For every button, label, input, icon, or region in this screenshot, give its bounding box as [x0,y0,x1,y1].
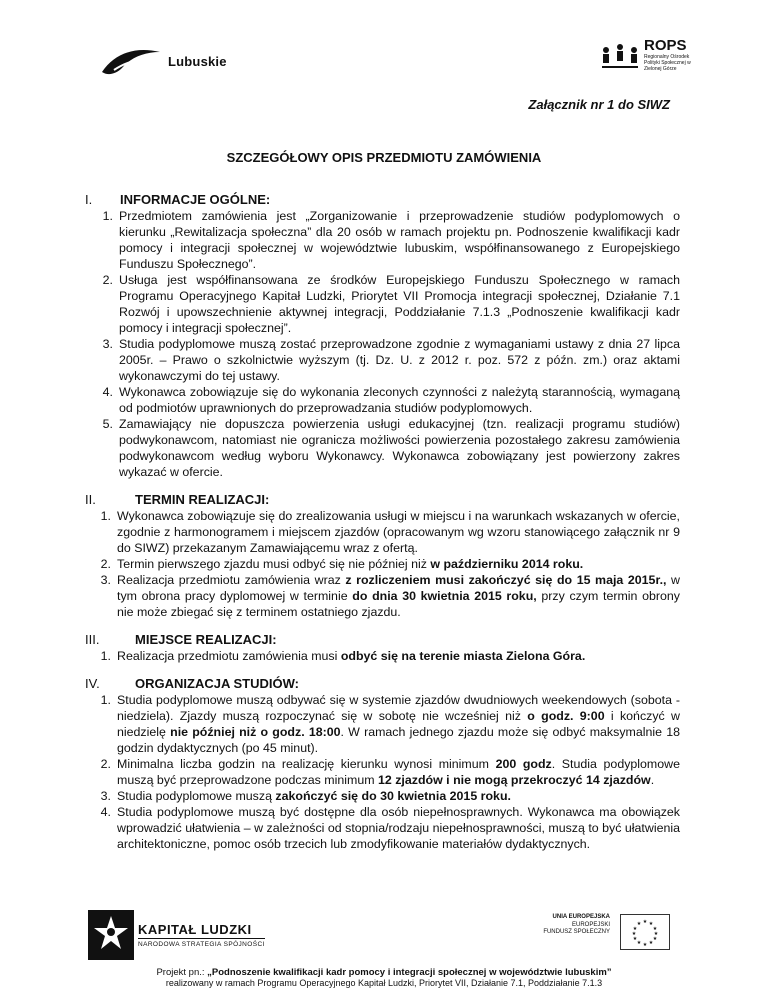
list-item-text [117,572,680,620]
section-title: MIEJSCE REALIZACJI: [135,632,277,647]
text-run: Studia podyplomowe muszą odbywać się w systemie zjazdów dwudniowych weekendowych (sobota - niedziela). Zjazdy muszą rozpoczynać się w sobotę nie wcześniej niż [117,693,680,723]
list-item-number: 2. [100,757,111,771]
list-item-text [117,556,680,572]
bold-text: do dnia 30 kwietnia 2015 roku, [352,589,537,603]
section [85,492,680,620]
text-run: . W ramach jednego zjazdu może się odbyć maksymalnie 18 godzin dydaktycznych (po 45 minut). [117,725,681,755]
text-run: . Studia podyplomowe muszą być przeprowadzone podczas minimum [117,757,680,787]
text-run: przy czym termin obrony nie może zbiegać się z terminem ostatniego zjazdu. [117,589,680,619]
svg-text:★: ★ [636,940,642,946]
list-item [85,208,680,272]
kapital-ludzki-subtitle: NARODOWA STRATEGIA SPÓJNOŚCI [138,938,265,948]
eu-line-3: FUNDUSZ SPOŁECZNY [543,929,610,935]
footer-project-name: „Podnoszenie kwalifikacji kadr pomocy i integracji społecznej w województwie lubuskim” [207,967,612,978]
svg-text:★: ★ [653,931,659,937]
bold-text: 12 zjazdów i nie mogą przekroczyć 14 zjazdów [378,773,651,787]
list-item-number: 1. [100,649,111,663]
section-number: I. [85,192,93,207]
lubuskie-logo-icon [100,44,162,78]
text-run: . [650,773,655,787]
list-item-text [119,416,680,480]
list-item-text [117,648,680,664]
text-run: Wykonawca zobowiązuje się do zrealizowania usługi w miejscu i na warunkach wskazanych w ofercie, zgodnie z harmonogramem i miejscem zjazdów (opracowanym wg wzoru stanowiącego załącznik nr 9 do SIWZ) przekazanym Zamawiającemu wraz z ofertą. [117,509,680,555]
lubuskie-logo [100,44,227,78]
eu-line-2: EUROPEJSKI [571,921,610,928]
section [85,192,680,480]
svg-text:★: ★ [648,940,654,946]
list-item [85,272,680,336]
section-number: IV. [85,676,100,691]
text-run: Realizacja przedmiotu zamówienia musi [117,649,341,663]
section-number: III. [85,632,100,647]
list-item-number: 3. [100,789,111,803]
eu-logo [543,914,670,950]
bold-text: z rozliczeniem musi zakończyć się do 15 maja 2015r., [345,573,667,587]
list-item [85,648,680,664]
lubuskie-logo-text: Lubuskie [168,53,227,69]
list-item-text [117,788,680,804]
list-item-number: 4. [102,385,113,399]
bold-text: zakończyć się do 30 kwietnia 2015 roku. [275,789,511,803]
section-title: ORGANIZACJA STUDIÓW: [135,676,299,691]
list-item-text [117,508,680,556]
svg-text:★: ★ [652,926,658,932]
list-item-text [117,804,680,852]
section-title: TERMIN REALIZACJI: [135,492,270,507]
text-run: Studia podyplomowe muszą [117,789,276,803]
eu-flag-icon [620,914,670,950]
list-item [85,692,680,756]
text-run: Usługa jest współfinansowana ze środków Europejskiego Funduszu Społecznego w ramach Programu Operacyjnego Kapitał Ludzki, Priorytet VII Promocja integracji społecznej, Działanie 7.1 Rozwój i upowszechnienie aktywnej integracji, Poddziałanie 7.1.3 „Podnoszenie kwalifikacji kadr pomocy i integracji społecznej”. [119,273,680,335]
svg-text:★: ★ [642,942,648,948]
svg-text:★: ★ [648,921,654,927]
bold-text: o godz. 9:00 [527,709,605,723]
text-run: Minimalna liczba godzin na realizację kierunku wynosi minimum [117,757,496,771]
rops-logo-title: ROPS [644,37,687,54]
eu-line-1: UNIA EUROPEJSKA [552,914,610,920]
document-title: SZCZEGÓŁOWY OPIS PRZEDMIOTU ZAMÓWIENIA [226,150,542,165]
list-item-number: 2. [102,273,113,287]
list-item [85,336,680,384]
kapital-ludzki-star-icon [88,910,134,960]
section [85,632,680,664]
text-run: Studia podyplomowe muszą być dostępne dla osób niepełnosprawnych. Wykonawca ma obowiązek wprowadzić ułatwienia – w zależności od stopnia/rodzaju niepełnosprawności, muszą to być ułatwienia architektoniczne, pomoc osób trzecich lub zmodyfikowanie materiałów dydaktycznych. [117,805,680,851]
list-item-number: 1. [102,209,113,223]
svg-text:★: ★ [636,921,642,927]
svg-text:★: ★ [632,926,638,932]
list-item [85,508,680,556]
list-item-number: 4. [100,805,111,819]
text-run: Wykonawca zobowiązuje się do wykonania zleconych czynności z należytą starannością, wymaganą od podmiotów uprawnionych do przeprowadzania studiów podyplomowych. [119,385,680,415]
text-run: Termin pierwszego zjazdu musi odbyć się nie później niż [117,557,431,571]
section-heading [85,492,680,508]
rops-logo-subtitle: Regionalny Ośrodek Polityki Społecznej w Zielonej Górze [644,54,691,72]
svg-text:★: ★ [642,919,648,925]
text-run: Zamawiający nie dopuszcza powierzenia usługi edukacyjnej (tzn. realizacji programu studiów) podwykonawcom, natomiast nie ogranicza możliwości powierzenia pozostałego zakresu zamówienia podwykonawcom według wyboru Wykonawcy. Wykonawca zobowiązany jest powierzony zakres wykazać w ofercie. [119,417,680,479]
list-item [85,788,680,804]
list-item-text [119,272,680,336]
footer-project-text [0,967,768,989]
attachment-label: Załącznik nr 1 do SIWZ [528,97,670,112]
section-title: INFORMACJE OGÓLNE: [120,192,271,207]
section [85,676,680,852]
list-item-number: 1. [100,509,111,523]
bold-text: 200 godz [495,757,552,771]
list-item [85,384,680,416]
list-item-text [119,384,680,416]
kapital-ludzki-logo [88,910,265,960]
text-run: Przedmiotem zamówienia jest „Zorganizowanie i przeprowadzenie studiów podyplomowych o kierunku „Rewitalizacja społeczna” dla 20 osób w ramach projektu pn. Podnoszenie kwalifikacji kadr pomocy i integracji społecznej w województwie lubuskim, współfinansowanego z Europejskiego Funduszu Społecznego”. [119,209,680,271]
bold-text: odbyć się na terenie miasta Zielona Góra. [340,649,586,663]
list-item-text [119,208,680,272]
section-heading [85,676,680,692]
text-run: Studia podyplomowe muszą zostać przeprowadzone zgodnie z wymaganiami ustawy z dnia 27 lipca 2005r. – Prawo o szkolnictwie wyższym (tj. Dz. U. z 2012 r. poz. 572 z późn. zm.) oraz aktami wykonawczymi do tej ustawy. [119,337,680,383]
bold-text: nie później niż o godz. 18:00 [170,725,341,739]
list-item-number: 2. [100,557,111,571]
list-item-text [117,756,680,788]
header-logos [100,38,700,98]
list-item [85,572,680,620]
kapital-ludzki-title: KAPITAŁ LUDZKI [138,922,252,937]
list-item [85,556,680,572]
rops-logo [600,38,700,72]
list-item-number: 3. [102,337,113,351]
svg-text:★: ★ [632,936,638,942]
section-heading [85,192,680,208]
text-run: Realizacja przedmiotu zamówienia wraz [117,573,346,587]
footer-logos [88,910,688,968]
document-body [85,192,680,864]
list-item [85,756,680,788]
footer-project-line-2: realizowany w ramach Programu Operacyjnego Kapitał Ludzki, Priorytet VII, Działanie 7.1, Poddziałanie 7.1.3 [165,978,603,988]
section-heading [85,632,680,648]
text-run: i kończyć w niedzielę [117,709,680,739]
list-item-text [119,336,680,384]
list-item [85,416,680,480]
list-item-number: 3. [100,573,111,587]
list-item-text [117,692,680,756]
footer-project-prefix: Projekt pn.: [156,967,208,978]
bold-text: w październiku 2014 roku. [430,557,584,571]
svg-text:★: ★ [631,931,637,937]
rops-people-icon [600,42,640,72]
svg-text:★: ★ [652,936,658,942]
section-number: II. [85,492,96,507]
list-item-number: 5. [102,417,113,431]
list-item-number: 1. [100,693,111,707]
list-item [85,804,680,852]
text-run: w tym obrona pracy dyplomowej w terminie [117,573,680,603]
